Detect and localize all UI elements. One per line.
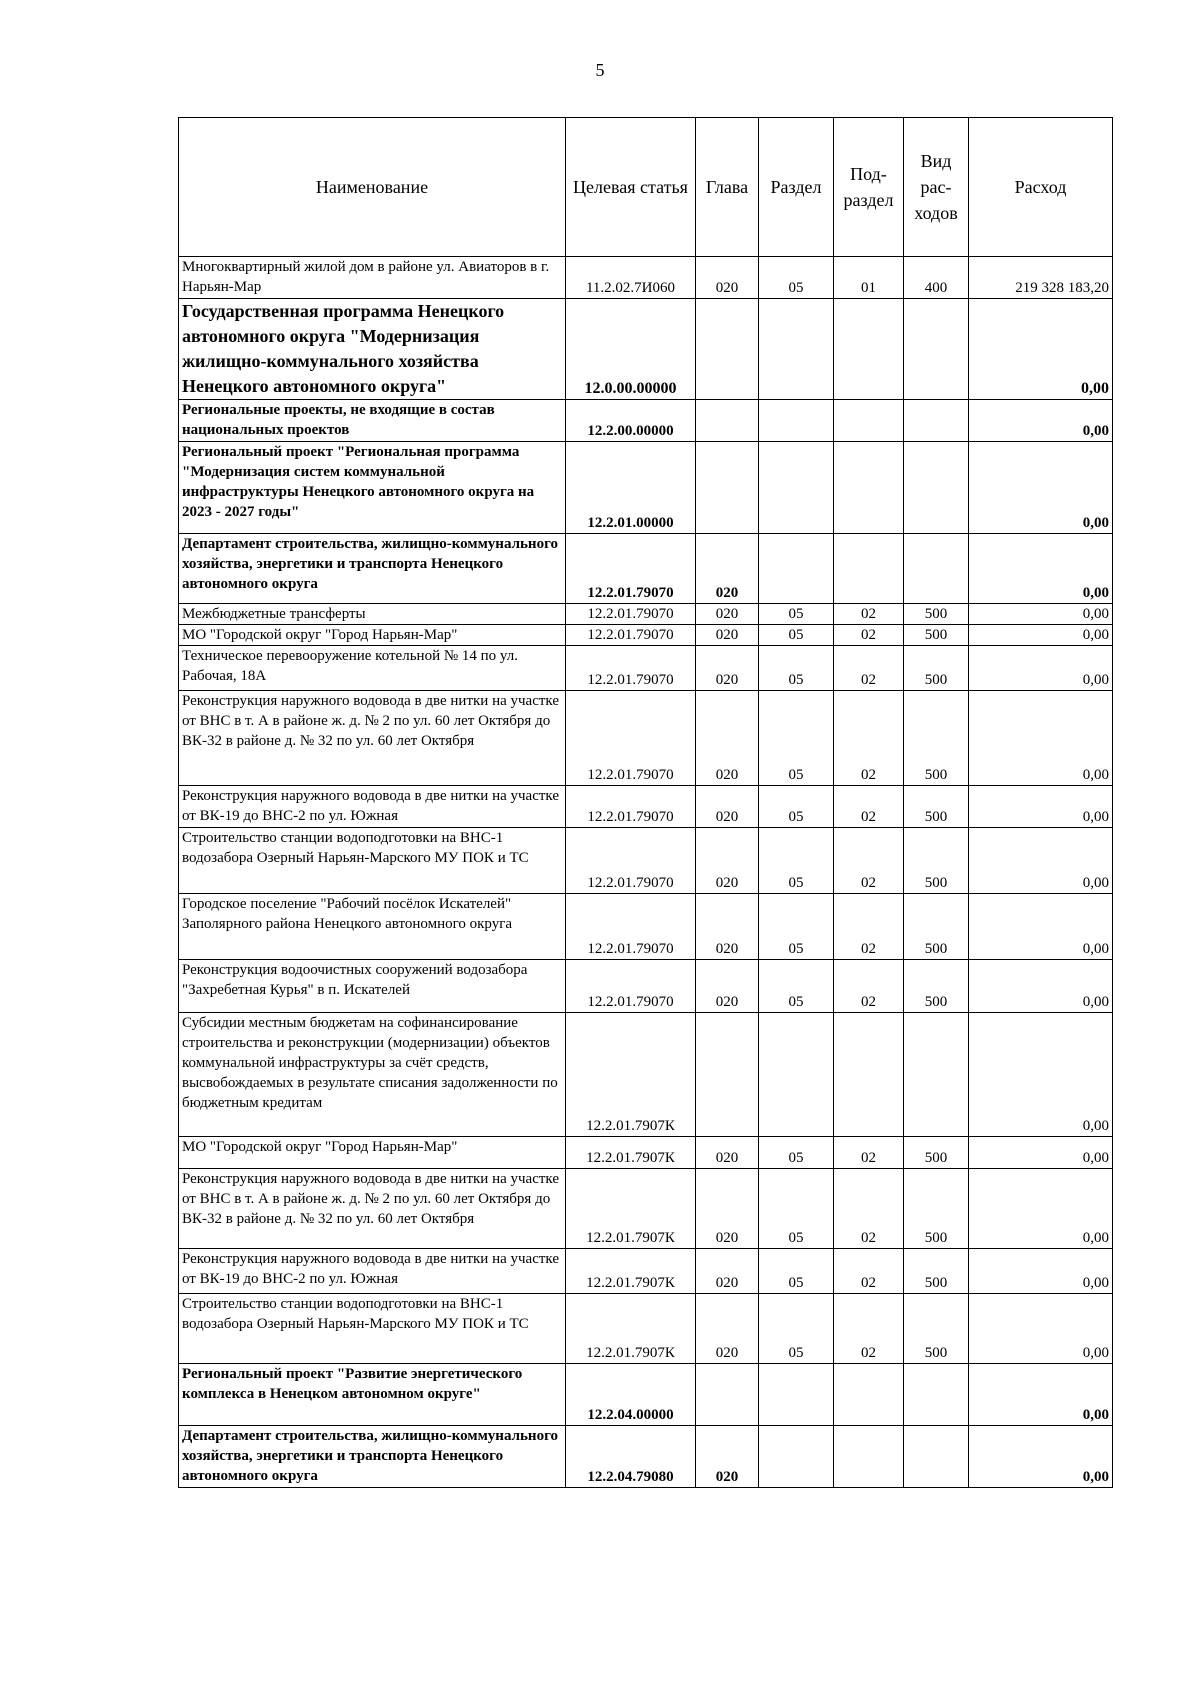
- table-cell-subsection: 02: [834, 786, 904, 828]
- table-cell-expense-type: 500: [904, 604, 969, 625]
- table-cell-subsection: [834, 400, 904, 442]
- table-cell-name: Городское поселение "Рабочий посёлок Искателей" Заполярного района Ненецкого автономного округа: [179, 894, 566, 960]
- table-cell-section: [759, 1013, 834, 1137]
- header-subsection: Под-раздел: [834, 118, 904, 257]
- table-row: [179, 691, 1113, 786]
- table-cell-name: Межбюджетные трансферты: [179, 604, 566, 625]
- table-row: [179, 646, 1113, 691]
- table-row: [179, 400, 1113, 442]
- table-cell-target: 12.2.01.7907К: [566, 1169, 696, 1249]
- table-cell-expense-type: 500: [904, 625, 969, 646]
- table-cell-section: 05: [759, 960, 834, 1013]
- table-cell-amount: 0,00: [969, 1169, 1113, 1249]
- table-cell-chapter: [696, 442, 759, 534]
- table-cell-amount: 0,00: [969, 1249, 1113, 1294]
- table-cell-target: 12.2.01.79070: [566, 646, 696, 691]
- table-cell-subsection: [834, 1426, 904, 1488]
- table-cell-expense-type: [904, 1013, 969, 1137]
- table-cell-name: Региональный проект "Развитие энергетического комплекса в Ненецком автономном округе": [179, 1364, 566, 1426]
- table-cell-expense-type: 500: [904, 646, 969, 691]
- table-cell-amount: 219 328 183,20: [969, 257, 1113, 299]
- table-cell-subsection: [834, 1364, 904, 1426]
- table-cell-name: МО "Городской округ "Город Нарьян-Мар": [179, 1137, 566, 1169]
- table-cell-expense-type: 500: [904, 1294, 969, 1364]
- table-cell-target: 12.2.01.79070: [566, 625, 696, 646]
- table-cell-name: Реконструкция наружного водовода в две нитки на участке от ВК-19 до ВНС-2 по ул. Южная: [179, 1249, 566, 1294]
- header-target: Целевая статья: [566, 118, 696, 257]
- table-cell-name: Строительство станции водоподготовки на ВНС-1 водозабора Озерный Нарьян-Марского МУ ПОК и ТС: [179, 828, 566, 894]
- table-cell-expense-type: [904, 1364, 969, 1426]
- table-cell-chapter: 020: [696, 1169, 759, 1249]
- table-cell-target: 12.2.01.79070: [566, 894, 696, 960]
- table-cell-section: [759, 400, 834, 442]
- table-cell-amount: 0,00: [969, 299, 1113, 400]
- table-cell-name: Техническое перевооружение котельной № 14 по ул. Рабочая, 18А: [179, 646, 566, 691]
- table-cell-name: Строительство станции водоподготовки на ВНС-1 водозабора Озерный Нарьян-Марского МУ ПОК и ТС: [179, 1294, 566, 1364]
- table-cell-chapter: 020: [696, 604, 759, 625]
- table-cell-chapter: 020: [696, 534, 759, 604]
- table-cell-subsection: [834, 534, 904, 604]
- table-row: [179, 1249, 1113, 1294]
- table-cell-name: Региональный проект "Региональная программа "Модернизация систем коммунальной инфраструктуры Ненецкого автономного округа на 2023 - 2027 годы": [179, 442, 566, 534]
- table-row: [179, 534, 1113, 604]
- table-row: [179, 1426, 1113, 1488]
- table-cell-name: Региональные проекты, не входящие в состав национальных проектов: [179, 400, 566, 442]
- table-cell-expense-type: 500: [904, 828, 969, 894]
- budget-table: [178, 117, 1113, 1488]
- table-cell-expense-type: 500: [904, 894, 969, 960]
- table-cell-subsection: 02: [834, 646, 904, 691]
- table-cell-chapter: 020: [696, 960, 759, 1013]
- table-cell-subsection: 02: [834, 691, 904, 786]
- table-cell-amount: 0,00: [969, 625, 1113, 646]
- table-cell-expense-type: 500: [904, 1249, 969, 1294]
- table-cell-subsection: 02: [834, 1169, 904, 1249]
- table-row: [179, 894, 1113, 960]
- table-cell-expense-type: 500: [904, 1137, 969, 1169]
- table-cell-section: 05: [759, 604, 834, 625]
- table-cell-name: Реконструкция наружного водовода в две нитки на участке от ВНС в т. А в районе ж. д. № 2 по ул. 60 лет Октября до ВК-32 в районе д. № 32 по ул. 60 лет Октября: [179, 1169, 566, 1249]
- table-cell-name: МО "Городской округ "Город Нарьян-Мар": [179, 625, 566, 646]
- table-cell-subsection: 02: [834, 960, 904, 1013]
- table-cell-expense-type: [904, 534, 969, 604]
- table-cell-subsection: 02: [834, 828, 904, 894]
- table-cell-expense-type: [904, 400, 969, 442]
- table-cell-target: 12.2.01.79070: [566, 534, 696, 604]
- table-row: [179, 1364, 1113, 1426]
- table-cell-amount: 0,00: [969, 442, 1113, 534]
- table-cell-chapter: [696, 400, 759, 442]
- table-header-row: [179, 118, 1113, 257]
- table-cell-section: 05: [759, 828, 834, 894]
- header-name: Наименование: [179, 118, 566, 257]
- table-cell-target: 12.2.01.00000: [566, 442, 696, 534]
- table-cell-subsection: 02: [834, 1249, 904, 1294]
- table-row: [179, 960, 1113, 1013]
- table-cell-name: Государственная программа Ненецкого автономного округа "Модернизация жилищно-коммунального хозяйства Ненецкого автономного округа": [179, 299, 566, 400]
- table-cell-target: 12.2.01.7907К: [566, 1249, 696, 1294]
- table-cell-section: 05: [759, 691, 834, 786]
- table-cell-chapter: 020: [696, 646, 759, 691]
- table-cell-name: Департамент строительства, жилищно-коммунального хозяйства, энергетики и транспорта Ненецкого автономного округа: [179, 534, 566, 604]
- table-cell-target: 12.2.01.79070: [566, 828, 696, 894]
- table-cell-section: 05: [759, 646, 834, 691]
- table-cell-expense-type: [904, 299, 969, 400]
- header-chapter: Глава: [696, 118, 759, 257]
- table-cell-section: 05: [759, 894, 834, 960]
- table-cell-amount: 0,00: [969, 1426, 1113, 1488]
- header-section: Раздел: [759, 118, 834, 257]
- table-cell-expense-type: 400: [904, 257, 969, 299]
- page-number: 5: [595, 60, 605, 80]
- table-cell-expense-type: 500: [904, 960, 969, 1013]
- table-cell-subsection: [834, 1013, 904, 1137]
- table-cell-target: 12.2.01.7907К: [566, 1137, 696, 1169]
- table-row: [179, 786, 1113, 828]
- table-cell-expense-type: [904, 1426, 969, 1488]
- table-cell-amount: 0,00: [969, 1013, 1113, 1137]
- table-cell-expense-type: 500: [904, 786, 969, 828]
- table-cell-amount: 0,00: [969, 604, 1113, 625]
- table-cell-section: 05: [759, 257, 834, 299]
- table-cell-expense-type: 500: [904, 691, 969, 786]
- table-row: [179, 1294, 1113, 1364]
- table-cell-section: [759, 299, 834, 400]
- table-cell-target: 12.2.04.79080: [566, 1426, 696, 1488]
- table-cell-chapter: 020: [696, 625, 759, 646]
- table-cell-name: Субсидии местным бюджетам на софинансирование строительства и реконструкции (модернизации) объектов коммунальной инфраструктуры за счёт средств, высвобождаемых в результате списания задолженности по бюджетным кредитам: [179, 1013, 566, 1137]
- table-cell-subsection: 02: [834, 604, 904, 625]
- table-cell-name: Реконструкция наружного водовода в две нитки на участке от ВК-19 до ВНС-2 по ул. Южная: [179, 786, 566, 828]
- table-cell-section: 05: [759, 1249, 834, 1294]
- table-cell-chapter: 020: [696, 894, 759, 960]
- table-row: [179, 604, 1113, 625]
- table-row: [179, 257, 1113, 299]
- table-cell-target: 12.2.01.79070: [566, 960, 696, 1013]
- header-expense-type: Вид рас-ходов: [904, 118, 969, 257]
- table-cell-amount: 0,00: [969, 894, 1113, 960]
- table-cell-subsection: [834, 442, 904, 534]
- table-cell-amount: 0,00: [969, 691, 1113, 786]
- table-cell-chapter: 020: [696, 691, 759, 786]
- table-cell-chapter: 020: [696, 828, 759, 894]
- table-cell-chapter: 020: [696, 257, 759, 299]
- table-cell-chapter: [696, 299, 759, 400]
- table-cell-chapter: 020: [696, 1426, 759, 1488]
- table-cell-subsection: [834, 299, 904, 400]
- table-cell-chapter: 020: [696, 1294, 759, 1364]
- table-cell-amount: 0,00: [969, 960, 1113, 1013]
- table-cell-section: [759, 534, 834, 604]
- table-cell-amount: 0,00: [969, 646, 1113, 691]
- table-cell-target: 12.2.01.79070: [566, 786, 696, 828]
- table-row: [179, 625, 1113, 646]
- table-cell-name: Реконструкция водоочистных сооружений водозабора "Захребетная Курья" в п. Искателей: [179, 960, 566, 1013]
- table-cell-section: [759, 442, 834, 534]
- table-cell-subsection: 02: [834, 625, 904, 646]
- table-row: [179, 828, 1113, 894]
- table-cell-chapter: 020: [696, 1137, 759, 1169]
- table-cell-name: Реконструкция наружного водовода в две нитки на участке от ВНС в т. А в районе ж. д. № 2 по ул. 60 лет Октября до ВК-32 в районе д. № 32 по ул. 60 лет Октября: [179, 691, 566, 786]
- table-cell-target: 12.2.00.00000: [566, 400, 696, 442]
- table-cell-amount: 0,00: [969, 534, 1113, 604]
- table-cell-chapter: 020: [696, 786, 759, 828]
- table-row: [179, 1169, 1113, 1249]
- table-cell-name: Многоквартирный жилой дом в районе ул. Авиаторов в г. Нарьян-Мар: [179, 257, 566, 299]
- table-cell-amount: 0,00: [969, 1294, 1113, 1364]
- table-cell-target: 12.2.01.79070: [566, 691, 696, 786]
- table-cell-target: 12.2.01.79070: [566, 604, 696, 625]
- table-cell-expense-type: [904, 442, 969, 534]
- table-cell-target: 12.2.01.7907К: [566, 1294, 696, 1364]
- table-cell-section: 05: [759, 625, 834, 646]
- table-cell-amount: 0,00: [969, 1137, 1113, 1169]
- table-cell-name: Департамент строительства, жилищно-коммунального хозяйства, энергетики и транспорта Ненецкого автономного округа: [179, 1426, 566, 1488]
- table-row: [179, 299, 1113, 400]
- table-cell-subsection: 02: [834, 894, 904, 960]
- table-cell-target: 12.2.01.7907К: [566, 1013, 696, 1137]
- table-cell-section: [759, 1364, 834, 1426]
- table-cell-amount: 0,00: [969, 828, 1113, 894]
- header-expense: Расход: [969, 118, 1113, 257]
- table-cell-section: 05: [759, 1169, 834, 1249]
- table-row: [179, 1137, 1113, 1169]
- table-cell-chapter: [696, 1364, 759, 1426]
- table-cell-subsection: 02: [834, 1294, 904, 1364]
- table-cell-expense-type: 500: [904, 1169, 969, 1249]
- table-cell-target: 12.2.04.00000: [566, 1364, 696, 1426]
- table-cell-amount: 0,00: [969, 400, 1113, 442]
- table-cell-target: 11.2.02.7И060: [566, 257, 696, 299]
- table-cell-amount: 0,00: [969, 786, 1113, 828]
- table-cell-section: [759, 1426, 834, 1488]
- table-cell-chapter: 020: [696, 1249, 759, 1294]
- table-cell-section: 05: [759, 1137, 834, 1169]
- table-cell-subsection: 01: [834, 257, 904, 299]
- table-cell-section: 05: [759, 1294, 834, 1364]
- table-row: [179, 1013, 1113, 1137]
- table-cell-amount: 0,00: [969, 1364, 1113, 1426]
- table-cell-target: 12.0.00.00000: [566, 299, 696, 400]
- table-cell-subsection: 02: [834, 1137, 904, 1169]
- table-cell-section: 05: [759, 786, 834, 828]
- table-cell-chapter: [696, 1013, 759, 1137]
- table-row: [179, 442, 1113, 534]
